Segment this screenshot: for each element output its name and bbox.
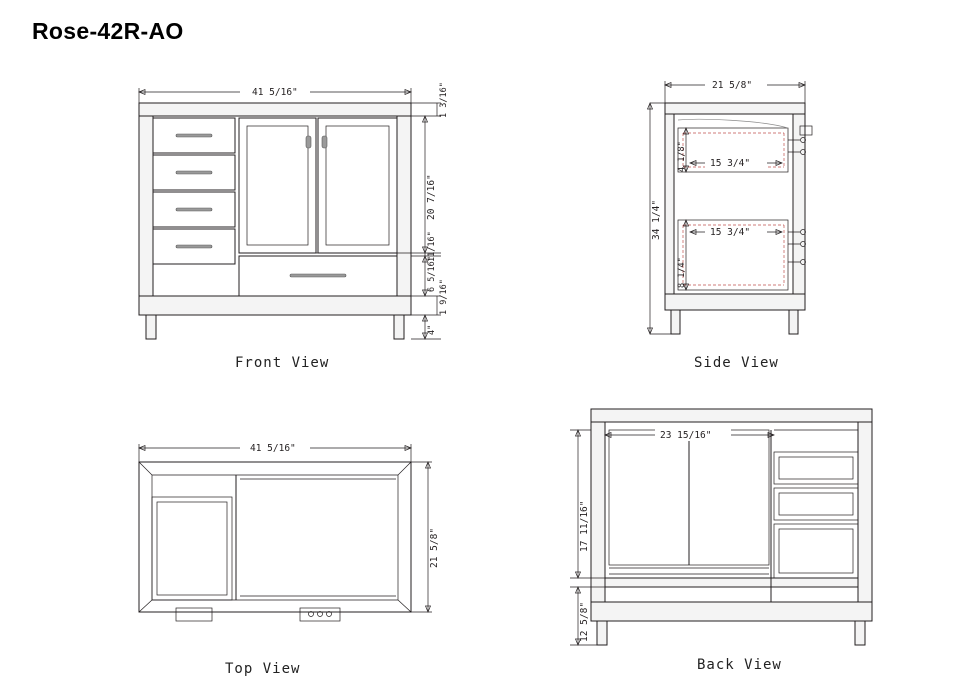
dim-front-cabinet-height: 20 7/16" [426,174,437,220]
dim-side-total-height: 34 1/4" [651,199,662,240]
back-view-label: Back View [697,657,782,673]
dim-front-top-rail: 1 3/16" [439,82,449,118]
page-title: Rose-42R-AO [32,18,184,44]
dim-side-lower-drawer-depth: 15 3/4" [710,227,751,238]
dim-back-lower-height: 12 5/8" [579,601,590,642]
side-view-drawing [648,78,813,334]
front-view-drawing [139,82,449,339]
back-view-drawing [570,409,872,645]
dim-front-drawer-gap: 11/16" [427,231,437,262]
dim-top-depth: 21 5/8" [429,527,440,568]
dim-back-upper-height: 17 11/16" [579,500,590,552]
top-view-label: Top View [225,661,301,677]
dim-front-bottom-drawer: 6 5/16" [427,256,437,292]
front-view-label: Front View [235,355,330,371]
dim-front-width: 41 5/16" [252,87,298,98]
dim-side-upper-drawer-depth: 15 3/4" [710,158,751,169]
side-view-label: Side View [694,355,779,371]
dim-front-leg: 4" [427,324,437,335]
top-view-drawing [139,441,440,621]
dim-back-opening-width: 23 15/16" [660,430,712,441]
dim-side-depth: 21 5/8" [712,80,753,91]
dim-top-width: 41 5/16" [250,443,296,454]
dim-side-upper-drawer-height: 4 1/8" [677,141,687,172]
dim-front-toe-gap: 1 9/16" [439,279,449,315]
dim-side-lower-drawer-height: 8 1/4" [677,257,687,288]
